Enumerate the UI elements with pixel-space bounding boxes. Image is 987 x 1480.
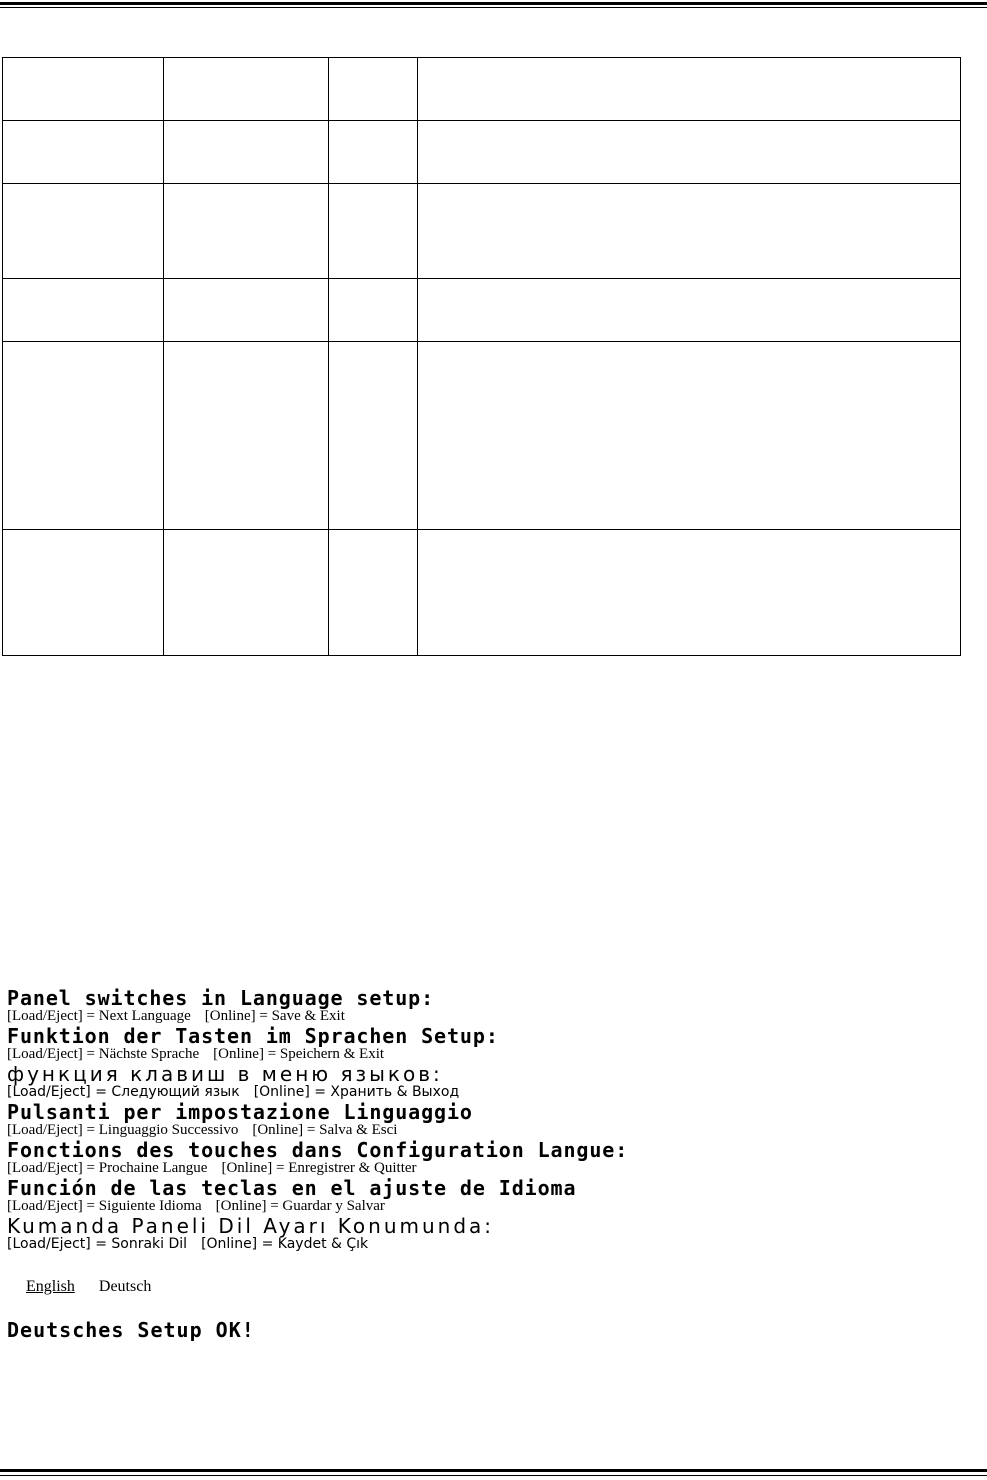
empty-table bbox=[2, 57, 961, 656]
heading-italian: Pulsanti per impostazione Linguaggio bbox=[7, 1100, 473, 1124]
bottom-thin-rule bbox=[0, 1475, 987, 1476]
language-options bbox=[26, 1278, 171, 1296]
table-row bbox=[3, 279, 961, 342]
load-eject-label: [Load/Eject] = Sonraki Dil bbox=[7, 1236, 188, 1252]
online-label: [Online] = Save & Exit bbox=[204, 1008, 345, 1024]
table-cell bbox=[3, 58, 164, 121]
heading-german: Funktion der Tasten im Sprachen Setup: bbox=[7, 1024, 499, 1048]
online-label: [Online] = Guardar y Salvar bbox=[215, 1198, 385, 1214]
table-cell bbox=[329, 121, 418, 184]
table-cell bbox=[418, 58, 961, 121]
heading-turkish: Kumanda Paneli Dil Ayarı Konumunda: bbox=[7, 1214, 495, 1238]
table-cell bbox=[3, 279, 164, 342]
table-row bbox=[3, 184, 961, 279]
table-cell bbox=[329, 58, 418, 121]
table-row bbox=[3, 121, 961, 184]
setup-status: Deutsches Setup OK! bbox=[7, 1318, 255, 1342]
table-cell bbox=[418, 279, 961, 342]
load-eject-label: [Load/Eject] = Nächste Sprache bbox=[7, 1046, 200, 1062]
online-label: [Online] = Kaydet & Çık bbox=[201, 1236, 369, 1252]
load-eject-label: [Load/Eject] = Следующий язык bbox=[7, 1084, 240, 1100]
online-label: [Online] = Хранить & Выход bbox=[253, 1084, 460, 1100]
top-thin-rule bbox=[0, 7, 987, 8]
heading-spanish: Función de las teclas en el ajuste de Idioma bbox=[7, 1176, 577, 1200]
table-row bbox=[3, 342, 961, 530]
table-cell bbox=[418, 342, 961, 530]
option-english[interactable]: English bbox=[26, 1278, 75, 1295]
online-label: [Online] = Speichern & Exit bbox=[213, 1046, 385, 1062]
table-row bbox=[3, 58, 961, 121]
heading-russian: функция клавиш в меню языков: bbox=[7, 1062, 443, 1086]
table-cell bbox=[329, 279, 418, 342]
table-cell bbox=[164, 530, 329, 656]
table-cell bbox=[3, 530, 164, 656]
table-cell bbox=[164, 279, 329, 342]
online-label: [Online] = Salva & Esci bbox=[252, 1122, 398, 1138]
table-cell bbox=[164, 184, 329, 279]
bottom-double-rule bbox=[0, 1469, 987, 1472]
table-cell bbox=[329, 342, 418, 530]
table-row bbox=[3, 530, 961, 656]
table-cell bbox=[329, 184, 418, 279]
table-cell bbox=[164, 121, 329, 184]
load-eject-label: [Load/Eject] = Siguiente Idioma bbox=[7, 1198, 202, 1214]
table-cell bbox=[164, 342, 329, 530]
table-cell bbox=[3, 342, 164, 530]
table-cell bbox=[418, 530, 961, 656]
table-cell bbox=[418, 121, 961, 184]
table-cell bbox=[164, 58, 329, 121]
heading-english: Panel switches in Language setup: bbox=[7, 986, 435, 1010]
table-cell bbox=[3, 184, 164, 279]
heading-french: Fonctions des touches dans Configuration Langue: bbox=[7, 1138, 629, 1162]
option-deutsch[interactable]: Deutsch bbox=[98, 1278, 152, 1295]
table-cell bbox=[329, 530, 418, 656]
language-setup-screen bbox=[7, 988, 967, 1254]
load-eject-label: [Load/Eject] = Prochaine Langue bbox=[7, 1160, 208, 1176]
load-eject-label: [Load/Eject] = Linguaggio Successivo bbox=[7, 1122, 239, 1138]
online-label: [Online] = Enregistrer & Quitter bbox=[221, 1160, 417, 1176]
load-eject-label: [Load/Eject] = Next Language bbox=[7, 1008, 191, 1024]
table-cell bbox=[3, 121, 164, 184]
table-cell bbox=[418, 184, 961, 279]
top-double-rule bbox=[0, 2, 987, 5]
